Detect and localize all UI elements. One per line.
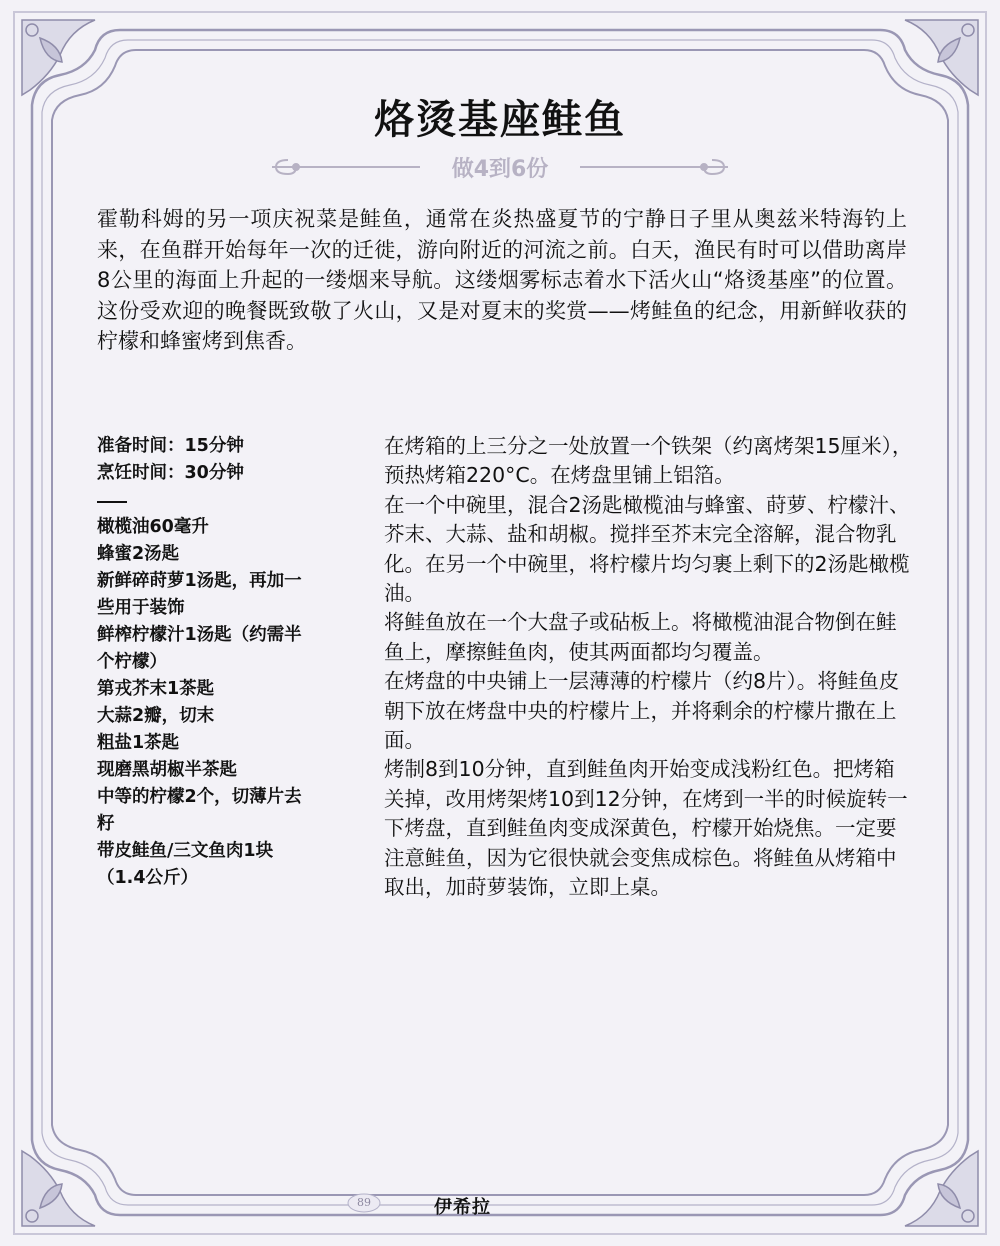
instruction-step: 在烤箱的上三分之一处放置一个铁架（约离烤架15厘米），预热烤箱220°C。在烤盘里铺上铝箔。 [384,434,913,488]
instruction-step: 将鲑鱼放在一个大盘子或砧板上。将橄榄油混合物倒在鲑鱼上，摩擦鲑鱼肉，使其两面都均匀覆盖。 [384,610,897,664]
corner-ornament-bottom-left-icon [22,1151,95,1226]
ingredient-item: 第戎芥末1茶匙 [97,679,215,699]
instructions-column [384,432,914,903]
instruction-step: 在烤盘的中央铺上一层薄薄的柠檬片（约8片）。将鲑鱼皮朝下放在烤盘中央的柠檬片上，并将剩余的柠檬片撒在上面。 [384,669,900,753]
instruction-step: 在一个中碗里，混合2汤匙橄榄油与蜂蜜、莳萝、柠檬汁、芥末、大蒜、盐和胡椒。搅拌至芥末完全溶解，混合物乳化。在另一个中碗里，将柠檬片均匀裹上剩下的2汤匙橄榄油。 [384,492,910,606]
corner-ornament-bottom-right-icon [905,1151,978,1226]
ingredient-item: 蜂蜜2汤匙 [97,544,180,564]
ingredient-item: 粗盐1茶匙 [97,733,180,753]
corner-ornament-top-left-icon [22,20,95,95]
ingredient-item: 橄榄油60毫升 [97,517,209,537]
ingredient-item: 新鲜碎莳萝1汤匙，再加一些用于装饰 [97,571,302,618]
yield-row [0,152,1000,186]
corner-ornament-top-right-icon [905,20,978,95]
ingredient-item: 大蒜2瓣，切末 [97,706,215,726]
recipe-title: 烙烫基座鲑鱼 [374,97,626,143]
page-number: 89 [357,1196,371,1209]
section-divider [97,501,127,503]
cook-time: 烹饪时间：30分钟 [97,463,244,483]
ingredients-column [97,433,312,892]
prep-time: 准备时间：15分钟 [97,436,244,456]
ingredient-item: 现磨黑胡椒半茶匙 [97,760,237,780]
instruction-step: 烤制8到10分钟，直到鲑鱼肉开始变成浅粉红色。把烤箱关掉，改用烤架烤10到12分钟，在烤到一半的时候旋转一下烤盘，直到鲑鱼肉变成深黄色，柠檬开始烧焦。一定要注意鲑鱼，因为它很快就会变焦成棕色。将鲑鱼从烤箱中取出，加莳萝装饰，立即上桌。 [384,757,908,900]
ingredient-item: 带皮鲑鱼/三文鱼肉1块（1.4公斤） [97,841,274,888]
recipe-yield: 做4到6份 [451,157,549,182]
intro-paragraph: 霍勒科姆的另一项庆祝菜是鲑鱼，通常在炎热盛夏节的宁静日子里从奥兹米特海钓上来，在鱼群开始每年一次的迁徙，游向附近的河流之前。白天，渔民有时可以借助离岸8公里的海面上升起的一缕烟来导航。这缕烟雾标志着水下活火山“烙烫基座”的位置。这份受欢迎的晚餐既致敬了火山，又是对夏末的奖赏——烤鲑鱼的纪念，用新鲜收获的柠檬和蜂蜜烤到焦香。 [97,207,907,353]
ingredient-item: 中等的柠檬2个，切薄片去籽 [97,787,302,834]
chapter-name: 伊希拉 [434,1197,491,1218]
ingredient-item: 鲜榨柠檬汁1汤匙（约需半个柠檬） [97,625,302,672]
